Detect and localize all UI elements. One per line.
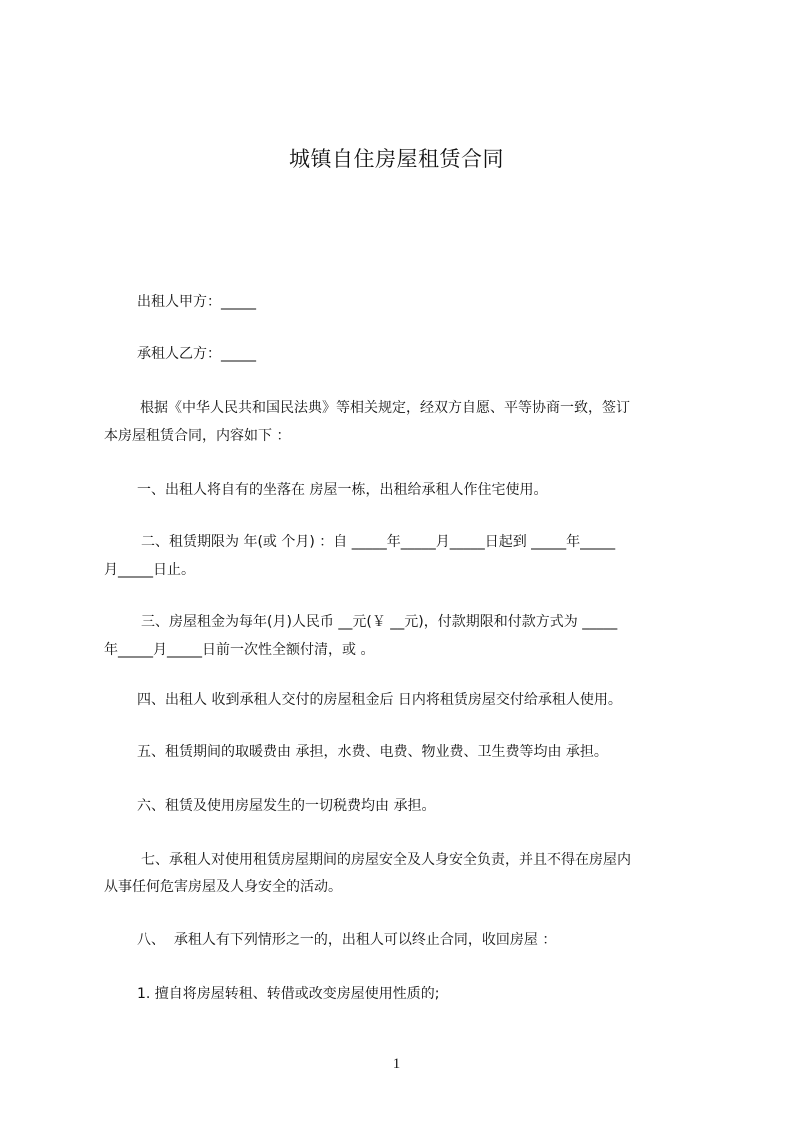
clause-6: 六、租赁及使用房屋发生的一切税费均由 承担。 <box>137 798 436 814</box>
page-number: 1 <box>392 1056 401 1072</box>
clause-5: 五、租赁期间的取暖费由 承担，水费、电费、物业费、卫生费等均由 承担。 <box>137 744 608 760</box>
clause-3-line-1: 三、房屋租金为每年(月)人民币 __元(￥ __元)，付款期限和付款方式为 _____ <box>141 614 618 630</box>
clause-7-line-1: 七、承租人对使用租赁房屋期间的房屋安全及人身安全负责，并且不得在房屋内 <box>141 852 631 868</box>
clause-7-line-2: 从事任何危害房屋及人身安全的活动。 <box>104 879 342 895</box>
lessee-line: 承租人乙方：_____ <box>137 346 256 362</box>
clause-4: 四、出租人 收到承租人交付的房屋租金后 日内将租赁房屋交付给承租人使用。 <box>137 692 622 708</box>
clause-8: 八、 承租人有下列情形之一的，出租人可以终止合同，收回房屋 ： <box>137 932 557 948</box>
clause-2-line-2: 月_____日止。 <box>104 562 195 578</box>
clause-1: 一、出租人将自有的坐落在 房屋一栋，出租给承租人作住宅使用。 <box>137 482 548 498</box>
clause-2-line-1b: 二、租赁期限为 年(或 个月) ：自 _____年_____月_____日起到 _____年_____ <box>141 534 616 550</box>
lessor-line: 出租人甲方：_____ <box>137 294 256 310</box>
clause-8-item-1: 1. 擅自将房屋转租、转借或改变房屋使用性质的; <box>137 986 440 1002</box>
preamble-line-2: 本房屋租赁合同，内容如下 ： <box>104 428 291 444</box>
document-title: 城镇自住房屋租赁合同 <box>289 147 504 171</box>
clause-3-line-2: 年_____月_____日前一次性全额付清，或 。 <box>104 642 375 658</box>
preamble-line-1: 根据《中华人民共和国民法典》等相关规定，经双方自愿、平等协商一致，签订 <box>140 400 630 416</box>
